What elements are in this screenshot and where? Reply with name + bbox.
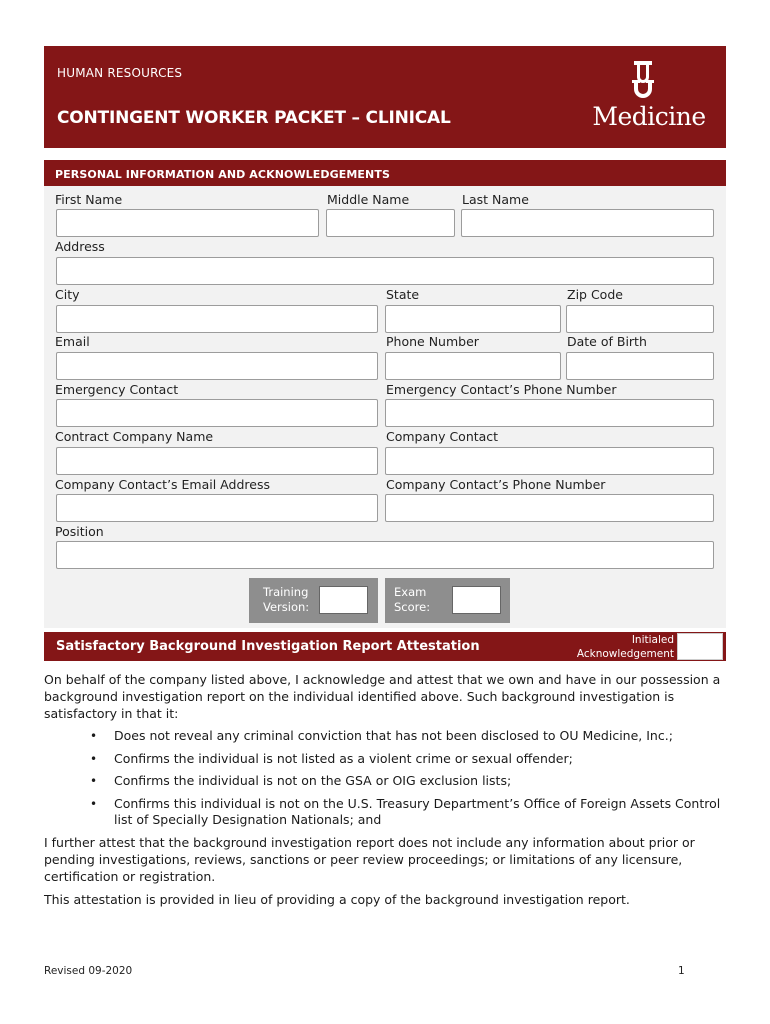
exam-label-line-2: Score: — [394, 600, 431, 614]
zip-code-label: Zip Code — [567, 287, 623, 302]
emergency-phone-field[interactable] — [385, 399, 714, 427]
contract-company-field[interactable] — [56, 447, 378, 475]
training-version-box — [249, 578, 378, 623]
training-version-label — [263, 585, 309, 615]
emergency-contact-field[interactable] — [56, 399, 378, 427]
contract-company-label: Contract Company Name — [55, 429, 214, 444]
ou-logo-mark-icon — [628, 60, 658, 98]
first-name-label: First Name — [55, 192, 123, 207]
city-field[interactable] — [56, 305, 378, 333]
company-phone-field[interactable] — [385, 494, 714, 522]
list-item — [90, 751, 730, 768]
initialed-acknowledgement-label — [577, 633, 674, 661]
middle-name-field[interactable] — [326, 209, 455, 237]
address-label: Address — [55, 239, 105, 254]
lieu-statement: This attestation is provided in lieu of providing a copy of the background investigation report. — [44, 892, 630, 907]
company-contact-label: Company Contact — [386, 429, 499, 444]
email-field[interactable] — [56, 352, 378, 380]
exam-score-field[interactable] — [452, 586, 501, 614]
state-field[interactable] — [385, 305, 561, 333]
company-contact-field[interactable] — [385, 447, 714, 475]
emergency-contact-label: Emergency Contact — [55, 382, 179, 397]
bullet-text: Confirms this individual is not on the U.S. Treasury Department’s Office of Foreign Assets Control list of Specially Designation Nationals; and — [114, 795, 721, 827]
attestation-intro: On behalf of the company listed above, I acknowledge and attest that we own and have in our possession a background investigation report on the individual identified above. Such background investigation is satisfactory in that it: — [44, 672, 721, 721]
exam-score-label — [394, 585, 430, 615]
bullet-icon: • — [90, 774, 98, 788]
initialed-label-line-1: Initialed — [631, 634, 674, 646]
list-item — [90, 796, 730, 829]
exam-label-line-1: Exam — [394, 585, 427, 599]
training-label-line-2: Version: — [263, 600, 310, 614]
section-title: PERSONAL INFORMATION AND ACKNOWLEDGEMENTS — [44, 160, 726, 186]
dob-field[interactable] — [566, 352, 714, 380]
phone-field[interactable] — [385, 352, 561, 380]
document-header — [44, 46, 726, 148]
training-label-line-1: Training — [263, 585, 309, 599]
bullet-text: Does not reveal any criminal conviction that has not been disclosed to OU Medicine, Inc.; — [114, 728, 673, 743]
attestation-title: Satisfactory Background Investigation Report Attestation — [56, 639, 480, 654]
list-item — [90, 773, 730, 790]
zip-code-field[interactable] — [566, 305, 714, 333]
phone-label: Phone Number — [386, 334, 479, 349]
email-label: Email — [55, 334, 90, 349]
document-title: CONTINGENT WORKER PACKET – CLINICAL — [57, 108, 451, 128]
company-email-field[interactable] — [56, 494, 378, 522]
city-label: City — [55, 287, 80, 302]
company-email-label: Company Contact’s Email Address — [55, 477, 270, 492]
ou-medicine-logo — [584, 58, 714, 138]
position-field[interactable] — [56, 541, 714, 569]
last-name-field[interactable] — [461, 209, 714, 237]
department-label: HUMAN RESOURCES — [57, 66, 183, 80]
further-attestation: I further attest that the background investigation report does not include any information about prior or pending investigations, reviews, sanctions or peer review proceedings; or limitations of any licensure, certification or registration. — [44, 835, 695, 884]
bullet-icon: • — [90, 751, 98, 766]
attestation-bullets — [90, 728, 730, 835]
revision-date: Revised 09-2020 — [44, 965, 133, 977]
middle-name-label: Middle Name — [327, 192, 410, 207]
company-phone-label: Company Contact’s Phone Number — [386, 477, 606, 492]
exam-score-box — [385, 578, 510, 623]
logo-wordmark: Medicine — [592, 102, 706, 131]
training-version-field[interactable] — [319, 586, 368, 614]
state-label: State — [386, 287, 420, 302]
first-name-field[interactable] — [56, 209, 319, 237]
bullet-text: Confirms the individual is not on the GSA or OIG exclusion lists; — [114, 773, 512, 788]
last-name-label: Last Name — [462, 192, 529, 207]
bullet-icon: • — [90, 729, 98, 743]
attestation-bar — [44, 632, 726, 661]
address-field[interactable] — [56, 257, 714, 285]
dob-label: Date of Birth — [567, 334, 647, 349]
list-item — [90, 728, 730, 745]
initialed-label-line-2: Acknowledgement — [576, 648, 674, 660]
page-number: 1 — [678, 965, 685, 977]
bullet-text: Confirms the individual is not listed as a violent crime or sexual offender; — [114, 750, 573, 766]
position-label: Position — [55, 524, 104, 539]
initials-field[interactable] — [677, 633, 723, 660]
bullet-icon: • — [90, 796, 98, 811]
emergency-phone-label: Emergency Contact’s Phone Number — [386, 382, 617, 397]
